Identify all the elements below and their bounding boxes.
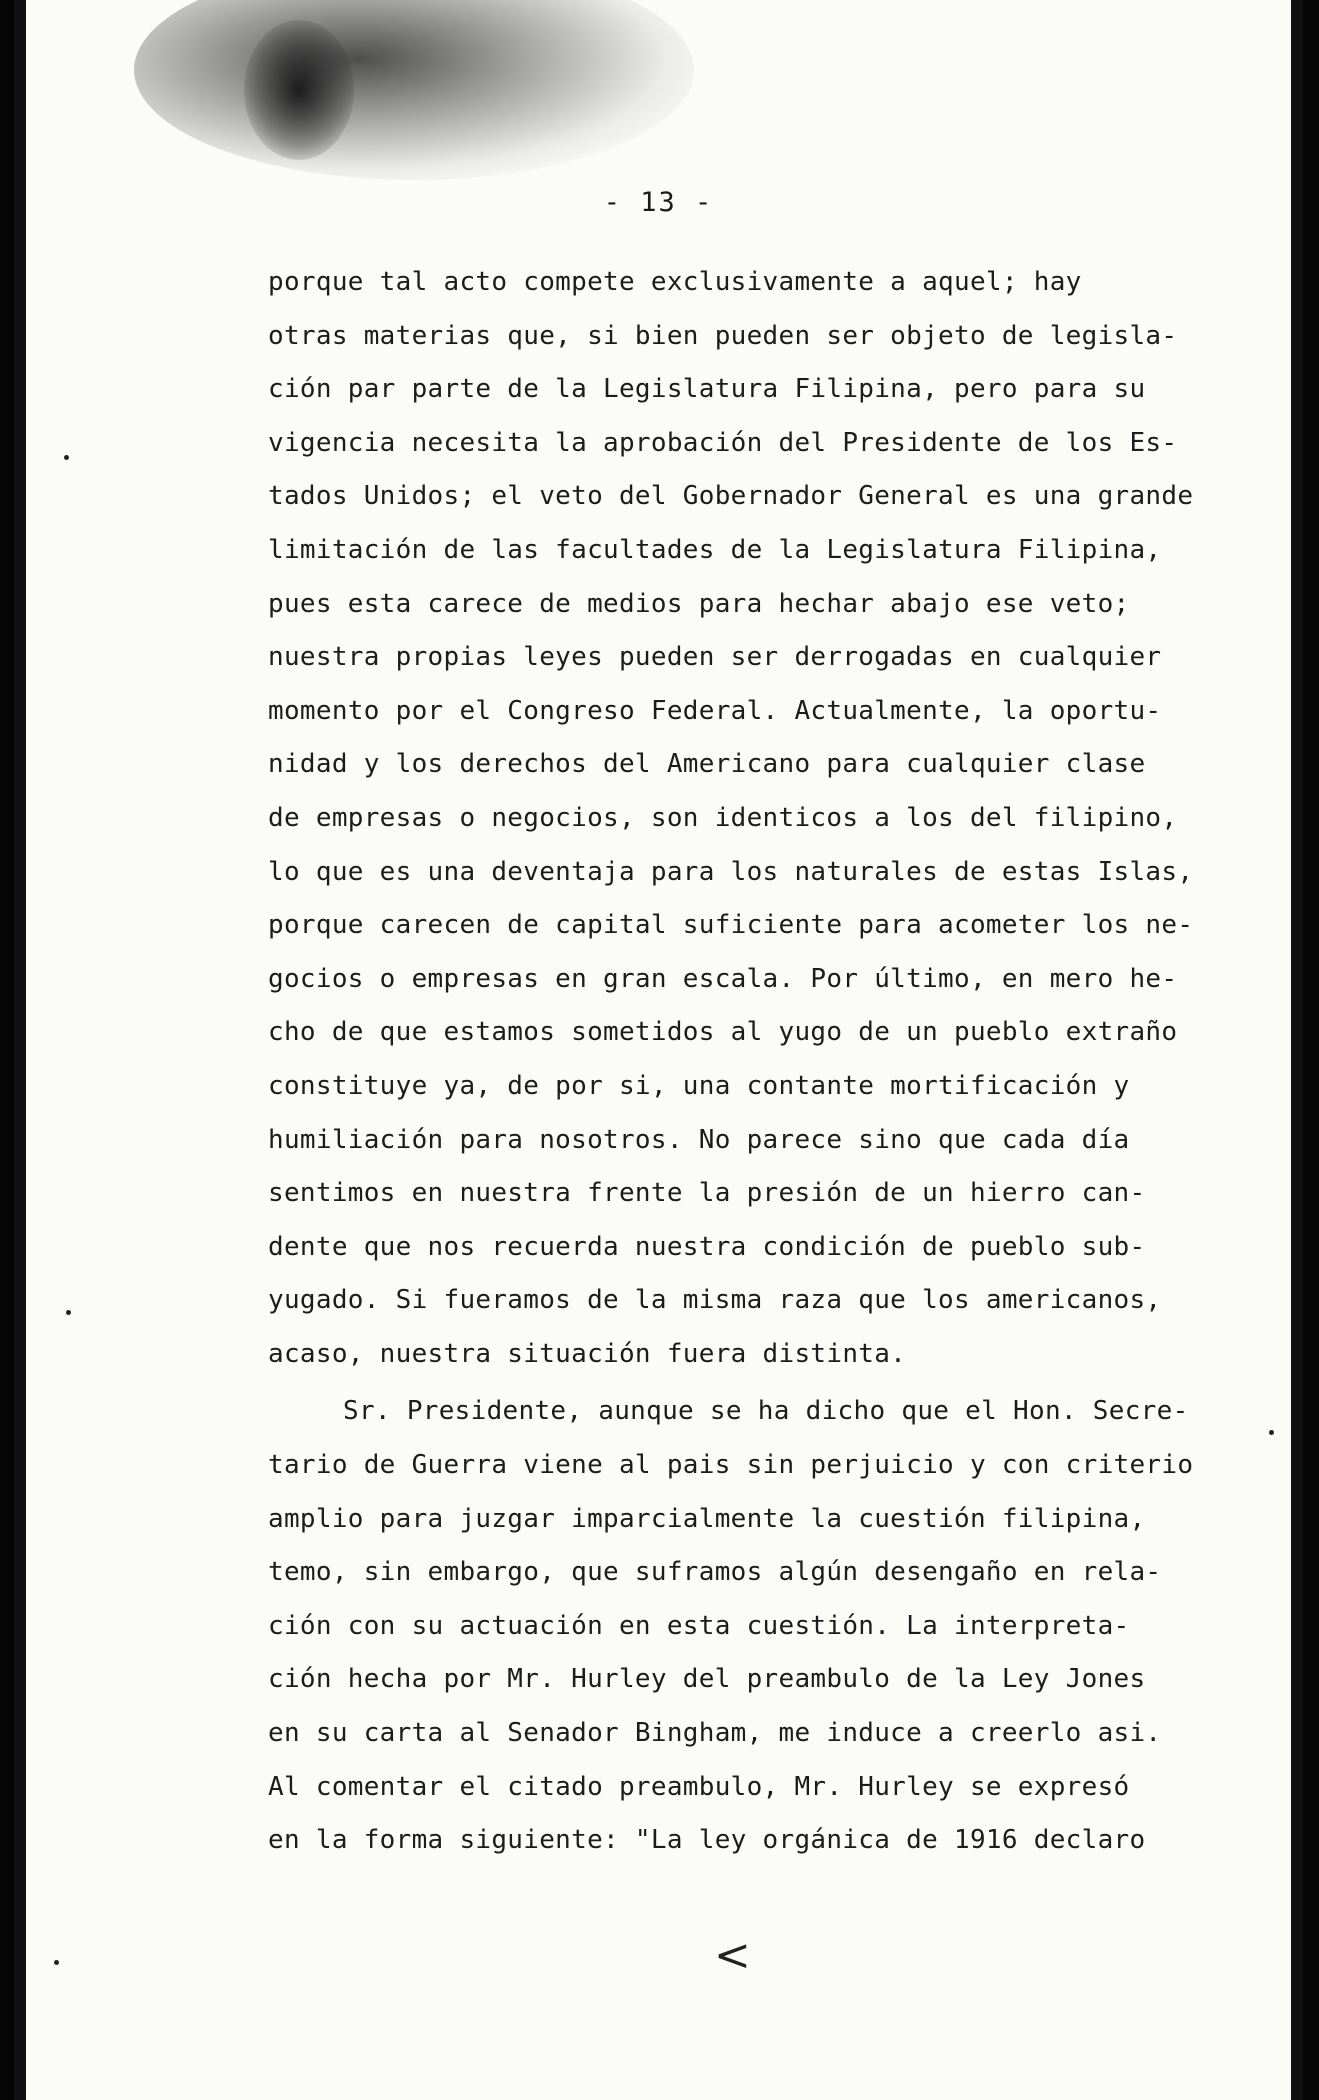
text-line: tario de Guerra viene al pais sin perjuicio y con criterio — [268, 1450, 1194, 1481]
text-line: limitación de las facultades de la Legislatura Filipina, — [268, 534, 1162, 565]
text-line: ción par parte de la Legislatura Filipina, pero para su — [268, 374, 1146, 405]
text-line: humiliación para nosotros. No parece sino que cada día — [268, 1124, 1130, 1155]
text-line: momento por el Congreso Federal. Actualmente, la oportu- — [268, 695, 1162, 726]
text-line: dente que nos recuerda nuestra condición de pueblo sub- — [268, 1231, 1146, 1262]
text-line: otras materias que, si bien pueden ser objeto de legisla- — [268, 320, 1178, 351]
ink-smudge-dark — [244, 20, 354, 160]
handwritten-mark: < — [714, 1930, 751, 1981]
text-line: pues esta carece de medios para hechar abajo ese veto; — [268, 588, 1130, 619]
text-line: temo, sin embargo, que suframos algún desengaño en rela- — [268, 1557, 1162, 1588]
text-line: vigencia necesita la aprobación del Presidente de los Es- — [268, 427, 1178, 458]
text-line: en la forma siguiente: "La ley orgánica de 1916 declaro — [268, 1825, 1146, 1856]
text-line: tados Unidos; el veto del Gobernador General es una grande — [268, 481, 1194, 512]
right-scan-border — [1291, 0, 1303, 2100]
text-line: Al comentar el citado preambulo, Mr. Hurley se expresó — [268, 1771, 1130, 1802]
text-line: cho de que estamos sometidos al yugo de un pueblo extraño — [268, 1017, 1178, 1048]
left-scan-border — [14, 0, 26, 2100]
text-line: lo que es una deventaja para los naturales de estas Islas, — [268, 856, 1194, 887]
body-text — [268, 256, 1208, 1868]
text-line: constituye ya, de por si, una contante mortificación y — [268, 1070, 1130, 1101]
text-line: ción con su actuación en esta cuestión. La interpreta- — [268, 1610, 1130, 1641]
text-line: acaso, nuestra situación fuera distinta. — [268, 1338, 907, 1369]
speck — [54, 1960, 59, 1965]
text-line: ción hecha por Mr. Hurley del preambulo de la Ley Jones — [268, 1664, 1146, 1695]
document-page — [14, 0, 1303, 2100]
text-line: amplio para juzgar imparcialmente la cuestión filipina, — [268, 1503, 1146, 1534]
text-line: porque carecen de capital suficiente para acometer los ne- — [268, 910, 1194, 941]
text-line: de empresas o negocios, son identicos a los del filipino, — [268, 802, 1178, 833]
text-line: gocios o empresas en gran escala. Por último, en mero he- — [268, 963, 1178, 994]
speck — [1269, 1430, 1274, 1435]
page-number: - 13 - — [603, 187, 714, 218]
text-line: nuestra propias leyes pueden ser derrogadas en cualquier — [268, 642, 1162, 673]
speck — [64, 455, 69, 460]
paragraph-start: Sr. Presidente, aunque se ha dicho que el Hon. Secre- — [343, 1396, 1189, 1427]
ink-smudge — [134, 0, 694, 180]
text-line: yugado. Si fueramos de la misma raza que los americanos, — [268, 1285, 1162, 1316]
text-line: porque tal acto compete exclusivamente a aquel; hay — [268, 267, 1082, 297]
text-line: en su carta al Senador Bingham, me induce a creerlo asi. — [268, 1718, 1162, 1749]
text-line: nidad y los derechos del Americano para cualquier clase — [268, 749, 1146, 780]
speck — [66, 1310, 71, 1315]
text-line: sentimos en nuestra frente la presión de un hierro can- — [268, 1178, 1146, 1209]
